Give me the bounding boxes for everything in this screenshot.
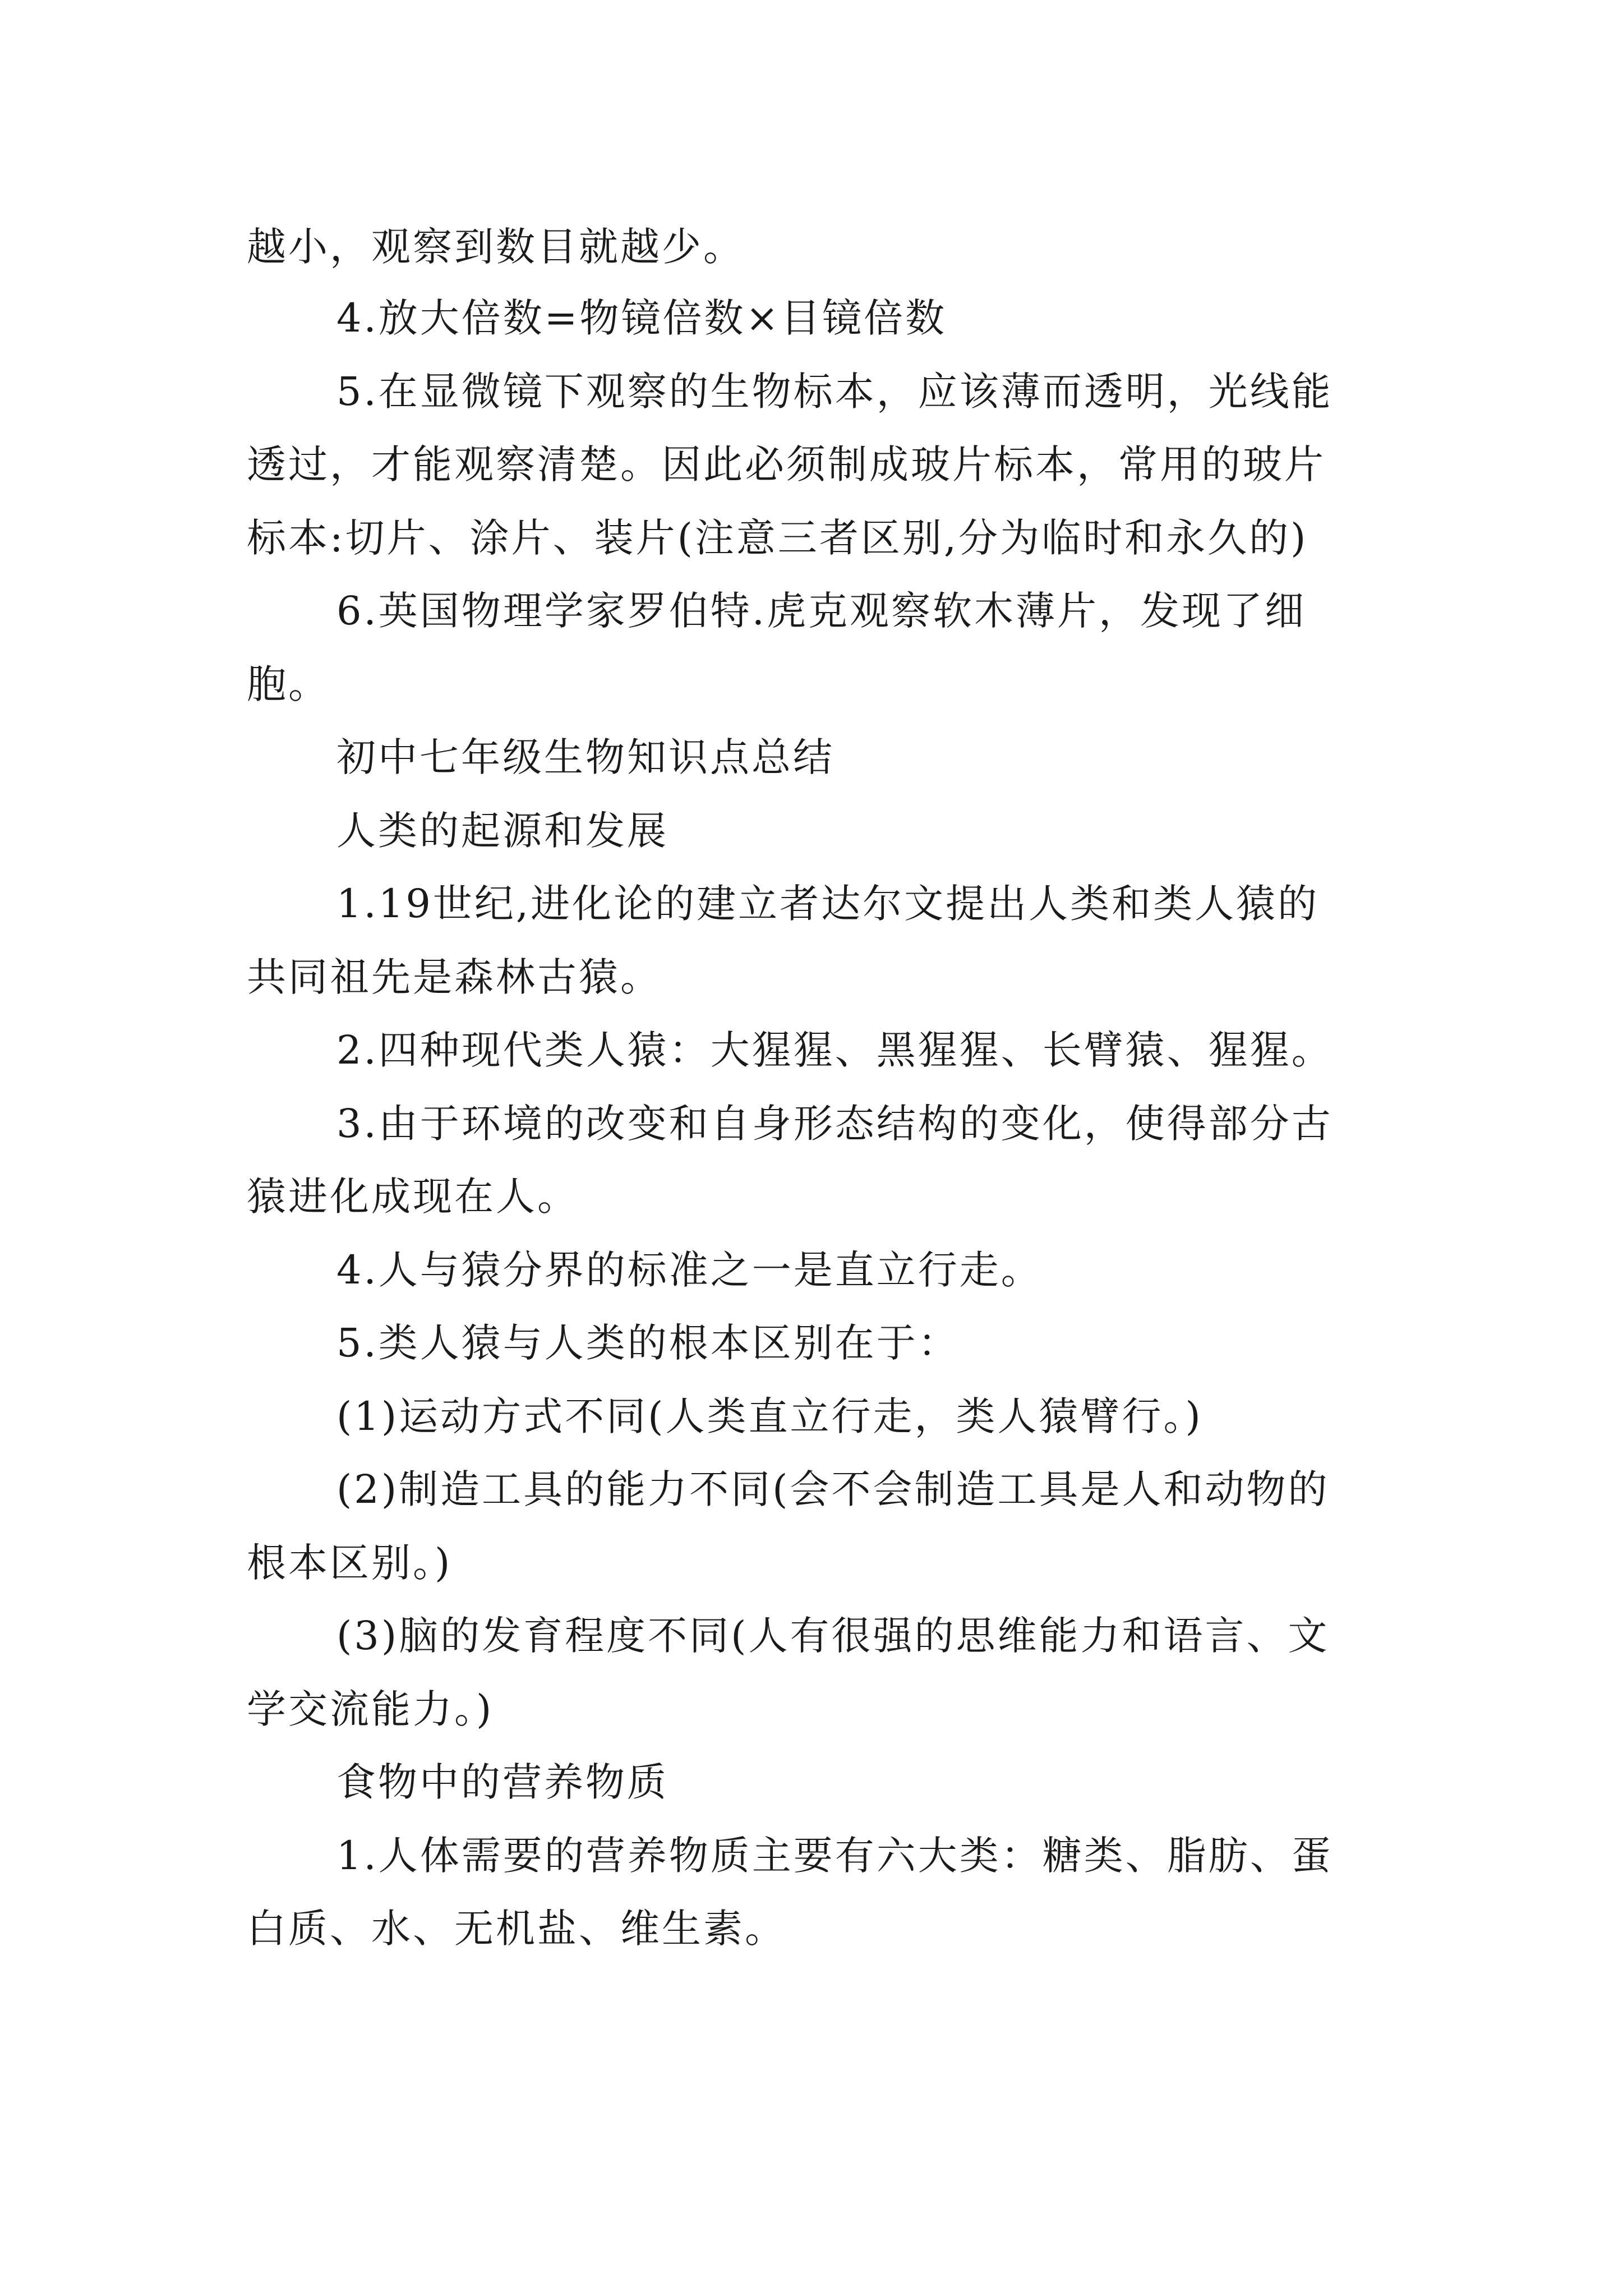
- text-line: 2.四种现代类人猿：大猩猩、黑猩猩、长臂猿、猩猩。: [336, 1027, 1333, 1073]
- text-line: 根本区别。): [247, 1540, 453, 1586]
- section-heading: 食物中的营养物质: [336, 1759, 668, 1805]
- text-line: 5.在显微镜下观察的生物标本，应该薄而透明，光线能: [336, 369, 1333, 415]
- text-line: (1)运动方式不同(人类直立行走，类人猿臂行。): [336, 1393, 1203, 1439]
- text-line: 4.放大倍数=物镜倍数×目镜倍数: [336, 295, 947, 341]
- text-line: (2)制造工具的能力不同(会不会制造工具是人和动物的: [336, 1466, 1330, 1512]
- text-line: 3.由于环境的改变和自身形态结构的变化，使得部分古: [336, 1101, 1333, 1147]
- text-line: 4.人与猿分界的标准之一是直立行走。: [336, 1247, 1043, 1293]
- text-line: 1.人体需要的营养物质主要有六大类：糖类、脂肪、蛋: [336, 1833, 1333, 1879]
- text-line: 共同祖先是森林古猿。: [247, 954, 662, 1000]
- section-heading: 初中七年级生物知识点总结: [336, 734, 834, 780]
- text-line: 1.19世纪,进化论的建立者达尔文提出人类和类人猿的: [336, 881, 1320, 927]
- text-line: 6.英国物理学家罗伯特.虎克观察软木薄片，发现了细: [336, 588, 1307, 634]
- text-line: 5.类人猿与人类的根本区别在于：: [336, 1320, 960, 1366]
- section-heading: 人类的起源和发展: [336, 808, 668, 854]
- text-line: 胞。: [247, 661, 330, 707]
- text-line: 猿进化成现在人。: [247, 1174, 579, 1220]
- text-line: 越小，观察到数目就越少。: [247, 224, 745, 270]
- text-line: (3)脑的发育程度不同(人有很强的思维能力和语言、文: [336, 1613, 1330, 1659]
- text-line: 标本:切片、涂片、装片(注意三者区别,分为临时和永久的): [247, 515, 1308, 561]
- text-line: 透过，才能观察清楚。因此必须制成玻片标本，常用的玻片: [247, 441, 1326, 487]
- text-line: 学交流能力。): [247, 1686, 494, 1732]
- text-line: 白质、水、无机盐、维生素。: [247, 1906, 786, 1952]
